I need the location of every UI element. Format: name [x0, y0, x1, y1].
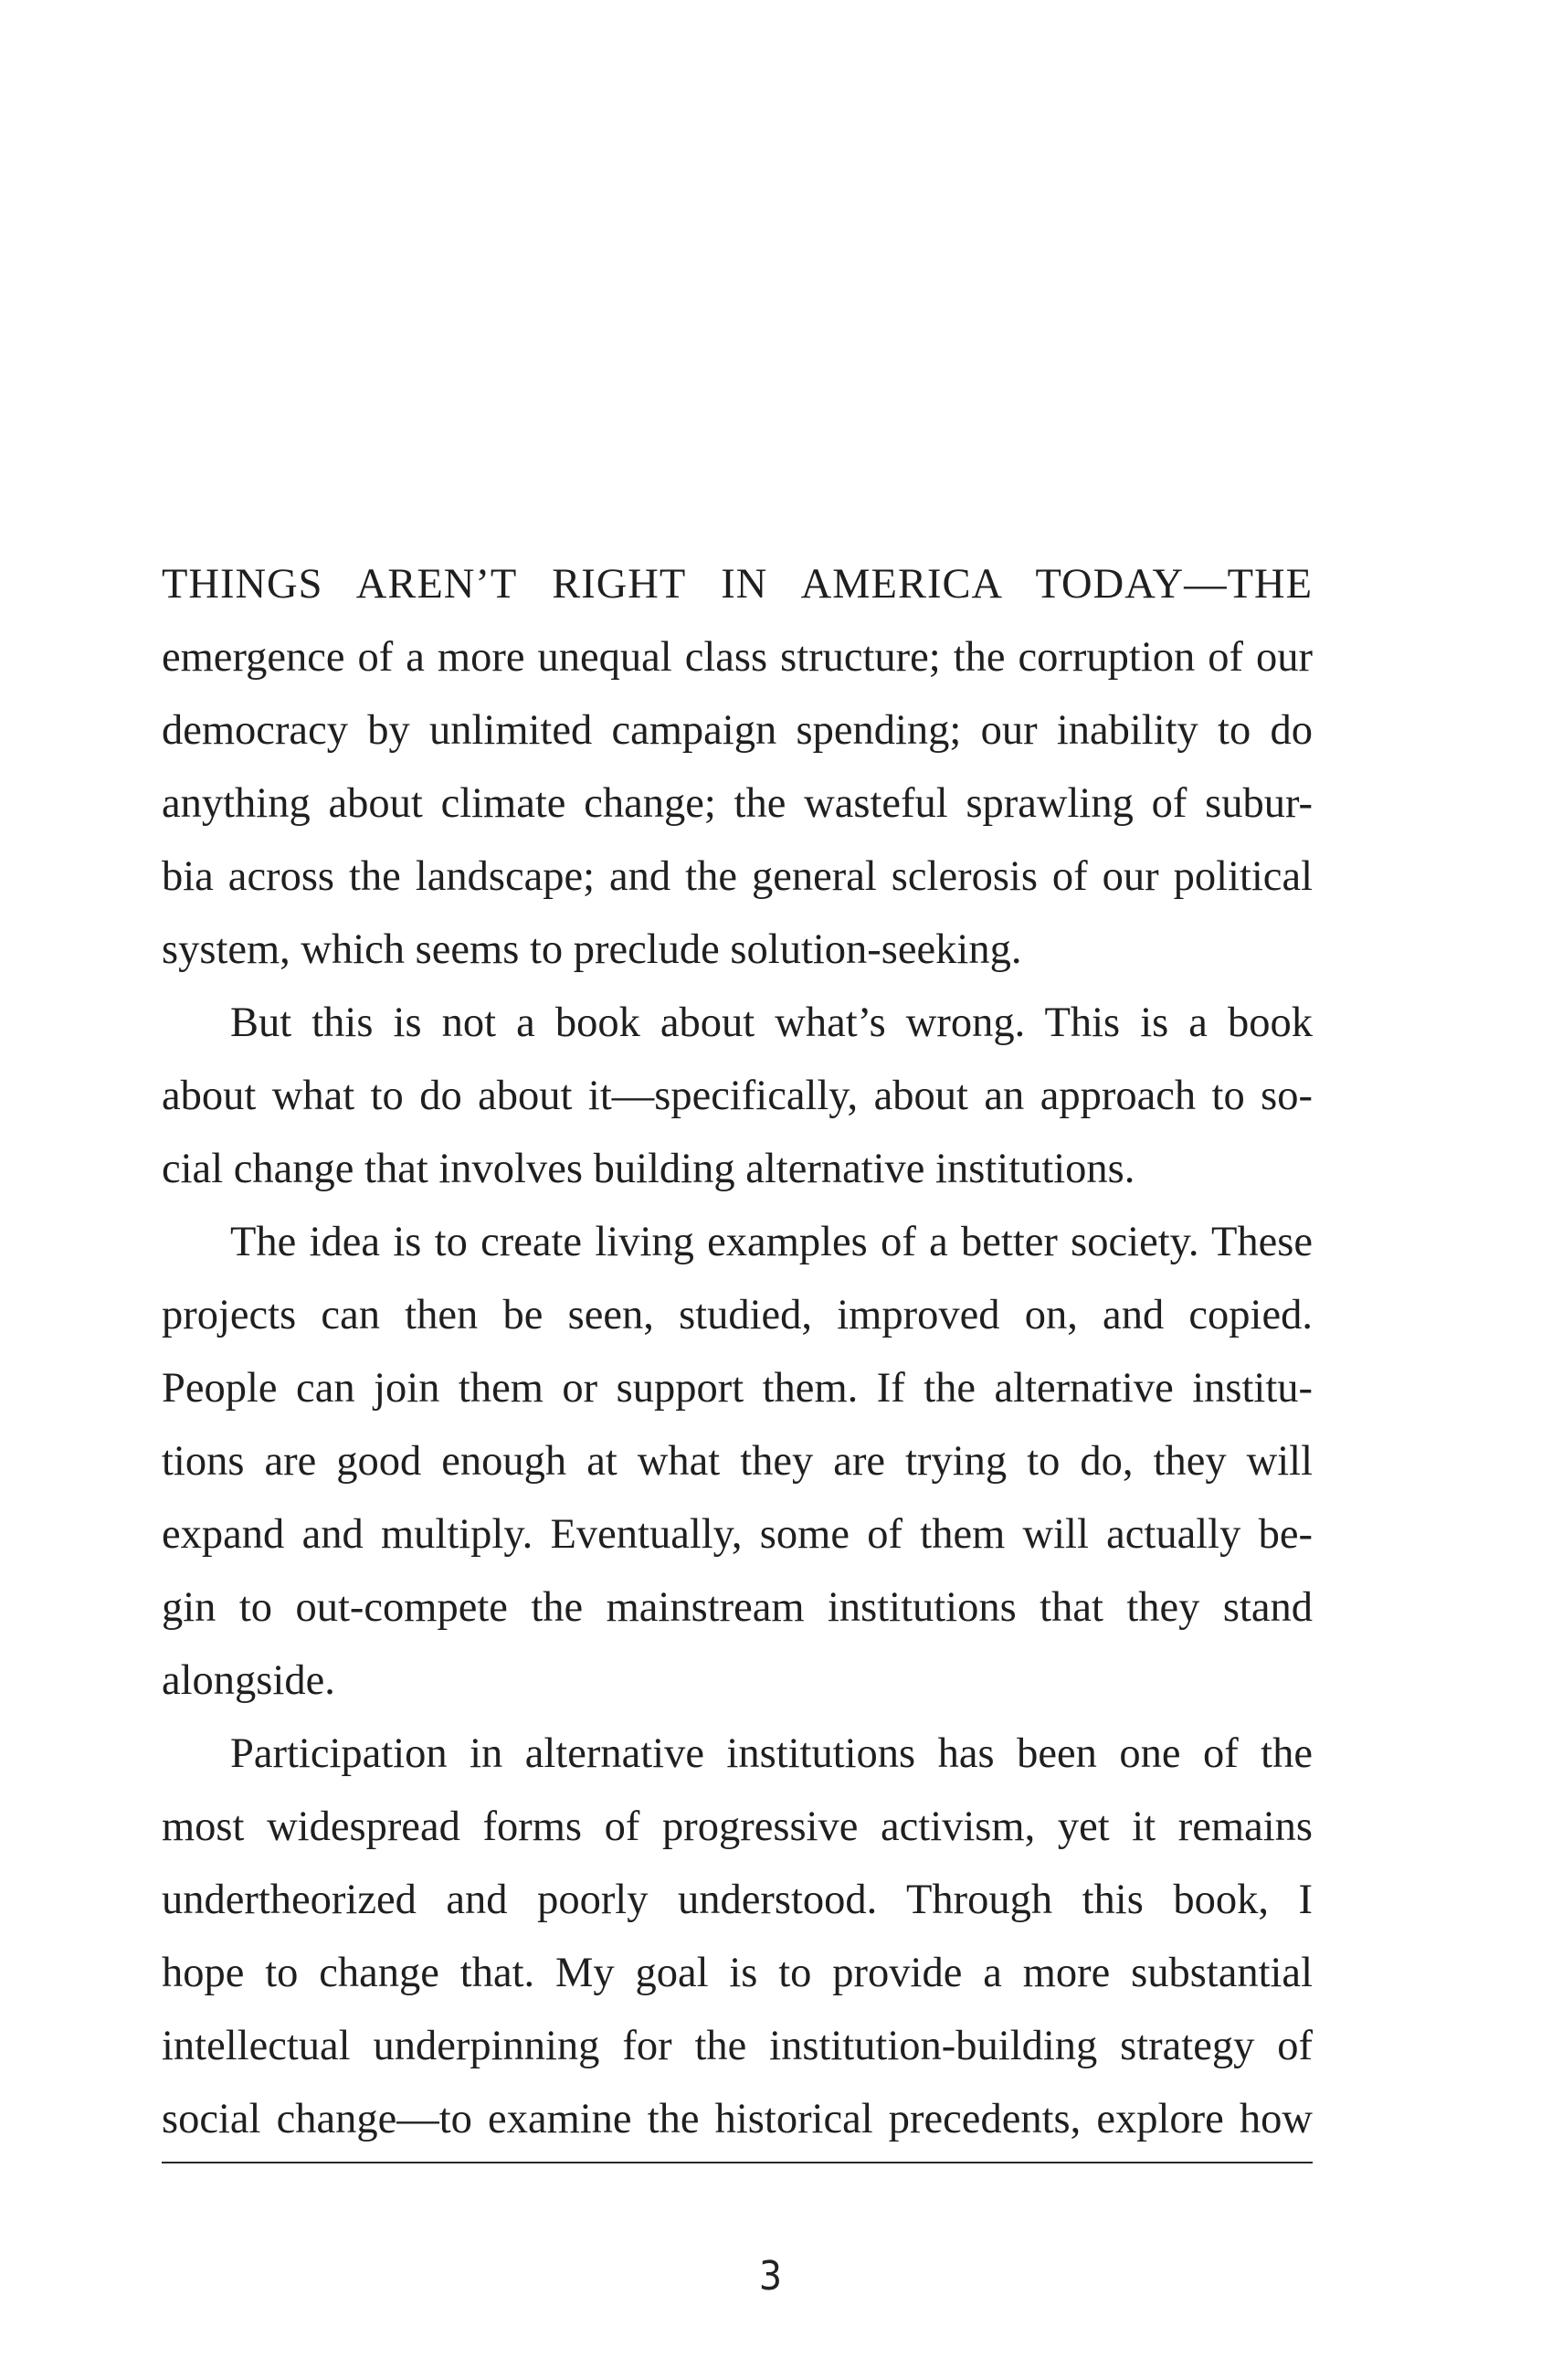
- text-line: anything about climate change; the wasteful sprawling of subur-: [162, 780, 1313, 827]
- text-line: democracy by unlimited campaign spending; our inability to do: [162, 707, 1313, 754]
- text-line: emergence of a more unequal class structure; the corruption of our: [162, 634, 1313, 681]
- text-line: projects can then be seen, studied, improved on, and copied.: [162, 1292, 1313, 1338]
- text-line: expand and multiply. Eventually, some of them will actually be-: [162, 1511, 1313, 1558]
- text-line: People can join them or support them. If the alternative institu-: [162, 1365, 1313, 1412]
- paragraph-2: [162, 987, 1313, 1206]
- text-line: about what to do about it—specifically, about an approach to so-: [162, 1073, 1313, 1119]
- text-line: most widespread forms of progressive activism, yet it remains: [162, 1804, 1313, 1850]
- text-line: tions are good enough at what they are trying to do, they will: [162, 1438, 1313, 1485]
- page-number: 3: [758, 2253, 783, 2300]
- text-line: system, which seems to preclude solution-seeking.: [162, 926, 1022, 973]
- body-text: [162, 548, 1313, 2156]
- text-line: gin to out-compete the mainstream institutions that they stand: [162, 1584, 1313, 1631]
- text-line: Participation in alternative institutions has been one of the: [230, 1730, 1313, 1777]
- text-line: undertheorized and poorly understood. Through this book, I: [162, 1877, 1313, 1923]
- paragraph-4: [162, 1718, 1313, 2156]
- paragraph-3: [162, 1206, 1313, 1718]
- paragraph-1: [162, 548, 1313, 987]
- text-line: cial change that involves building alternative institutions.: [162, 1146, 1135, 1192]
- text-line: bia across the landscape; and the general sclerosis of our political: [162, 853, 1313, 900]
- text-line: THINGS AREN’T RIGHT IN AMERICA TODAY—THE: [162, 561, 1313, 608]
- text-line: The idea is to create living examples of a better society. These: [230, 1219, 1313, 1265]
- text-line: intellectual underpinning for the institution-building strategy of: [162, 2023, 1313, 2069]
- text-line: alongside.: [162, 1657, 335, 1704]
- footer-rule: [162, 2162, 1313, 2163]
- text-line: But this is not a book about what’s wrong. This is a book: [230, 1000, 1313, 1046]
- text-line: hope to change that. My goal is to provide a more substantial: [162, 1950, 1313, 1996]
- text-line: social change—to examine the historical precedents, explore how: [162, 2096, 1313, 2142]
